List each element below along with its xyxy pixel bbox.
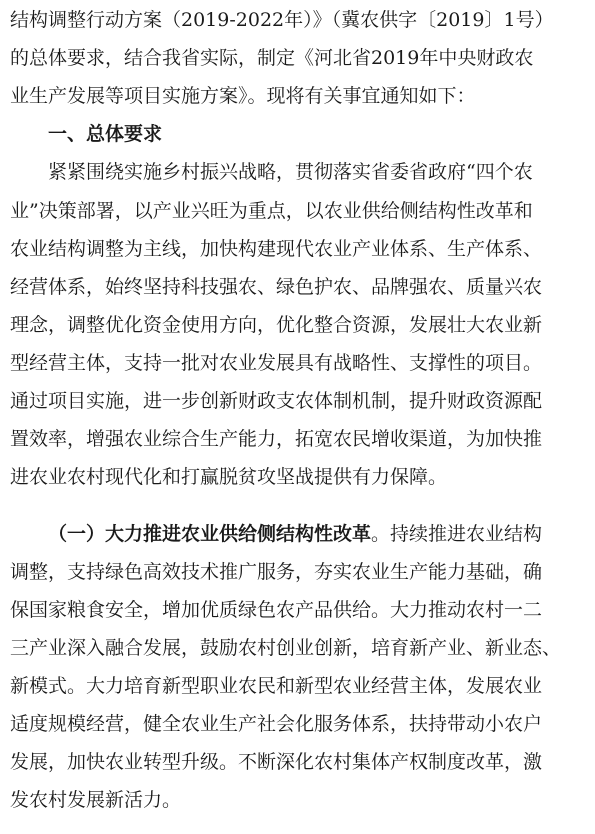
text-line: 保国家粮食安全，增加优质绿色农产品供给。大力推动农村一二 — [10, 599, 543, 621]
text-line: 调整，支持绿色高效技术推广服务，夯实农业生产能力基础，确 — [10, 561, 543, 583]
text-line: 经营体系，始终坚持科技强农、绿色护农、品牌强农、质量兴农 — [10, 276, 543, 298]
text-line: 的总体要求，结合我省实际，制定《河北省2019年中央财政农 — [10, 47, 534, 69]
text-line: 型经营主体，支持一批对农业发展具有战略性、支撑性的项目。 — [10, 352, 543, 374]
text-line: 发农村发展新活力。 — [10, 789, 182, 811]
text-line: 发展，加快农业转型升级。不断深化农村集体产权制度改革，激 — [10, 751, 543, 773]
text-line: 三产业深入融合发展，鼓励农村创业创新，培育新产业、新业态、 — [10, 637, 562, 659]
text-line: 业”决策部署，以产业兴旺为重点，以农业供给侧结构性改革和 — [10, 200, 533, 222]
subsection-heading: （一）大力推进农业供给侧结构性改革 — [48, 523, 372, 545]
text-line: 适度规模经营，健全农业生产社会化服务体系，扶持带动小农户 — [10, 713, 543, 735]
subsection-line — [48, 520, 590, 549]
text-line: 理念，调整优化资金使用方向，优化整合资源，发展壮大农业新 — [10, 314, 543, 336]
text-line: 紧紧围绕实施乡村振兴战略，贯彻落实省委省政府“四个农 — [48, 161, 533, 183]
text-line: 进农业农村现代化和打赢脱贫攻坚战提供有力保障。 — [10, 466, 448, 488]
text-line: 结构调整行动方案（2019-2022年）》（冀农供字〔2019〕1号） — [10, 9, 554, 31]
text-line: 通过项目实施，进一步创新财政支农体制机制，提升财政资源配 — [10, 390, 543, 412]
text-line: 业生产发展等项目实施方案》。现将有关事宜通知如下： — [10, 85, 476, 107]
text-line: 农业结构调整为主线，加快构建现代农业产业体系、生产体系、 — [10, 238, 543, 260]
text-line: 新模式。大力培育新型职业农民和新型农业经营主体，发展农业 — [10, 675, 543, 697]
section-heading: 一、总体要求 — [48, 123, 163, 145]
text-line: 置效率，增强农业综合生产能力，拓宽农民增收渠道，为加快推 — [10, 428, 543, 450]
subsection-text: 。持续推进农业结构 — [371, 523, 543, 545]
